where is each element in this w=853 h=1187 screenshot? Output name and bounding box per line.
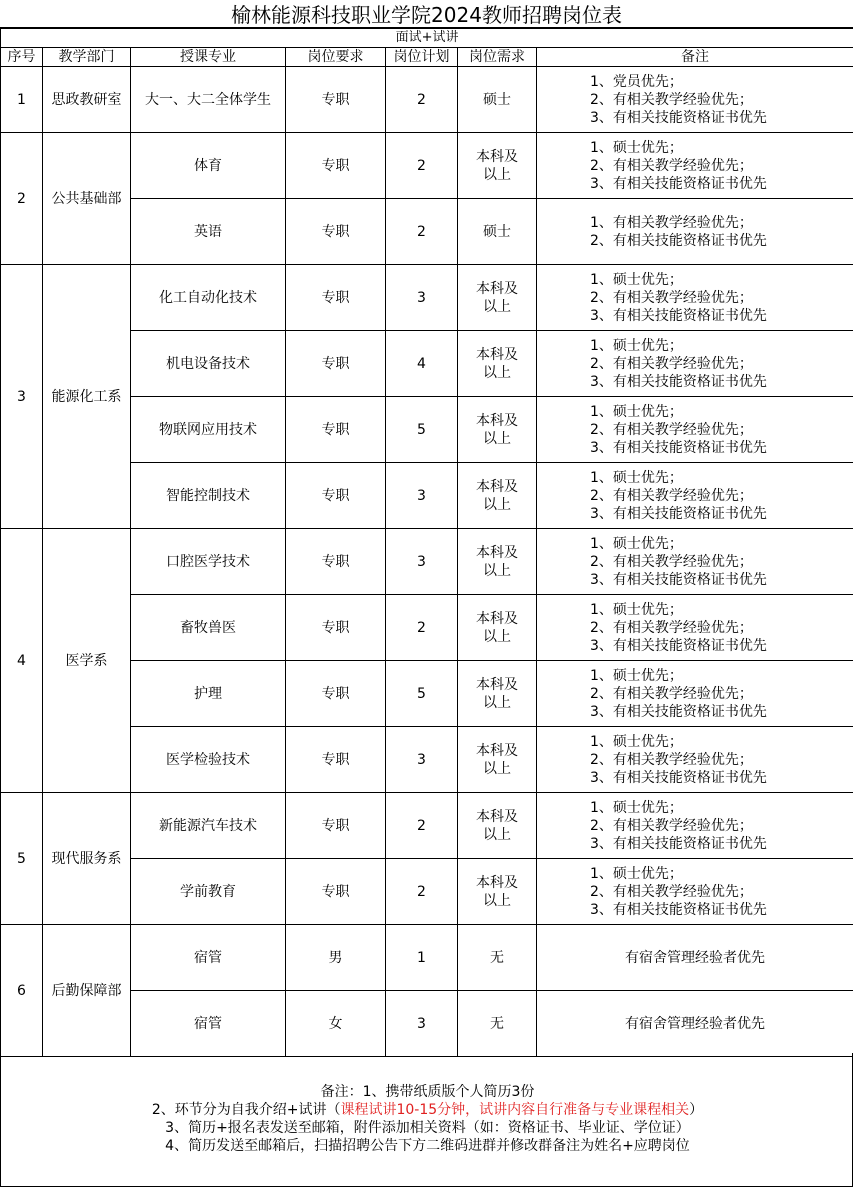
plan-count: 2	[386, 859, 458, 925]
major: 体育	[131, 133, 286, 199]
requirement: 专职	[286, 727, 386, 793]
department: 思政教研室	[43, 67, 131, 133]
remark-line: 2、有相关教学经验优先；	[590, 619, 753, 636]
remark-line: 1、有相关教学经验优先；	[590, 214, 753, 231]
remark-line: 2、有相关教学经验优先；	[590, 751, 753, 768]
plan-count: 3	[386, 463, 458, 529]
requirement: 专职	[286, 67, 386, 133]
plan-count: 4	[386, 331, 458, 397]
remark-line: 有宿舍管理经验者优先	[625, 949, 766, 966]
remark-line: 2、有相关教学经验优先；	[590, 553, 753, 570]
education-need: 硕士	[458, 199, 537, 265]
plan-count: 2	[386, 793, 458, 859]
footer-line-3: 3、简历+报名表发送至邮箱，附件添加相关资料（如：资格证书、毕业证、学位证）	[165, 1120, 690, 1136]
major: 智能控制技术	[131, 463, 286, 529]
department: 后勤保障部	[43, 925, 131, 1057]
remarks	[537, 793, 853, 859]
header-cell: 岗位要求	[286, 48, 386, 67]
remark-line: 1、硕士优先；	[590, 667, 683, 684]
remark-line: 2、有相关教学经验优先；	[590, 157, 753, 174]
plan-count: 2	[386, 133, 458, 199]
remark-line: 3、有相关技能资格证书优先	[590, 439, 767, 456]
table-row	[1, 793, 853, 859]
remark-line: 2、有相关教学经验优先；	[590, 817, 753, 834]
requirement: 专职	[286, 331, 386, 397]
footer-notes	[0, 1053, 853, 1187]
header-cell: 岗位需求	[458, 48, 537, 67]
education-need: 本科及以上	[458, 529, 537, 595]
department: 能源化工系	[43, 265, 131, 529]
remarks	[537, 529, 853, 595]
requirement: 专职	[286, 397, 386, 463]
requirement: 专职	[286, 265, 386, 331]
table-row	[1, 265, 853, 331]
remarks	[537, 991, 853, 1057]
major: 口腔医学技术	[131, 529, 286, 595]
remark-line: 3、有相关技能资格证书优先	[590, 703, 767, 720]
major: 机电设备技术	[131, 331, 286, 397]
plan-count: 2	[386, 67, 458, 133]
remark-line: 3、有相关技能资格证书优先	[590, 901, 767, 918]
education-need: 本科及以上	[458, 859, 537, 925]
remark-line: 3、有相关技能资格证书优先	[590, 571, 767, 588]
remark-line: 1、硕士优先；	[590, 601, 683, 618]
row-number: 1	[1, 67, 43, 133]
education-need: 本科及以上	[458, 661, 537, 727]
subtitle-row	[1, 29, 853, 48]
remark-line: 3、有相关技能资格证书优先	[590, 637, 767, 654]
education-need: 本科及以上	[458, 463, 537, 529]
remark-line: 1、硕士优先；	[590, 271, 683, 288]
requirement: 专职	[286, 595, 386, 661]
requirement: 专职	[286, 463, 386, 529]
education-need: 本科及以上	[458, 793, 537, 859]
remark-line: 3、有相关技能资格证书优先	[590, 505, 767, 522]
plan-count: 1	[386, 925, 458, 991]
remark-line: 2、有相关教学经验优先；	[590, 355, 753, 372]
remark-line: 1、硕士优先；	[590, 733, 683, 750]
education-need: 硕士	[458, 67, 537, 133]
remark-line: 3、有相关技能资格证书优先	[590, 373, 767, 390]
major: 护理	[131, 661, 286, 727]
header-row	[1, 48, 853, 67]
education-need: 本科及以上	[458, 727, 537, 793]
requirement: 男	[286, 925, 386, 991]
major: 畜牧兽医	[131, 595, 286, 661]
plan-count: 5	[386, 661, 458, 727]
remarks	[537, 859, 853, 925]
education-need: 本科及以上	[458, 331, 537, 397]
education-need: 本科及以上	[458, 265, 537, 331]
remarks	[537, 199, 853, 265]
remark-line: 1、硕士优先；	[590, 469, 683, 486]
remark-line: 2、有相关教学经验优先；	[590, 685, 753, 702]
plan-count: 3	[386, 265, 458, 331]
remark-line: 2、有相关教学经验优先；	[590, 487, 753, 504]
remark-line: 3、有相关技能资格证书优先	[590, 769, 767, 786]
remark-line: 1、硕士优先；	[590, 403, 683, 420]
remark-line: 3、有相关技能资格证书优先	[590, 175, 767, 192]
plan-count: 3	[386, 727, 458, 793]
remark-line: 2、有相关教学经验优先；	[590, 91, 753, 108]
header-cell: 岗位计划	[386, 48, 458, 67]
remarks	[537, 463, 853, 529]
header-cell: 备注	[537, 48, 853, 67]
education-need: 无	[458, 925, 537, 991]
requirement: 专职	[286, 661, 386, 727]
remarks	[537, 595, 853, 661]
remark-line: 3、有相关技能资格证书优先	[590, 307, 767, 324]
remark-line: 1、硕士优先；	[590, 799, 683, 816]
footer-line-2: 2、环节分为自我介绍+试讲（课程试讲10-15分钟，试讲内容自行准备与专业课程相关）	[151, 1102, 704, 1118]
plan-count: 3	[386, 529, 458, 595]
positions-table	[0, 28, 853, 1057]
major: 学前教育	[131, 859, 286, 925]
table-row	[1, 529, 853, 595]
requirement: 专职	[286, 859, 386, 925]
row-number: 4	[1, 529, 43, 793]
row-number: 3	[1, 265, 43, 529]
remark-line: 3、有相关技能资格证书优先	[590, 109, 767, 126]
education-need: 本科及以上	[458, 133, 537, 199]
remarks	[537, 397, 853, 463]
requirement: 专职	[286, 133, 386, 199]
footer-line-4: 4、简历发送至邮箱后，扫描招聘公告下方二维码进群并修改群备注为姓名+应聘岗位	[165, 1138, 690, 1154]
remark-line: 2、有相关教学经验优先；	[590, 883, 753, 900]
header-cell: 教学部门	[43, 48, 131, 67]
department: 公共基础部	[43, 133, 131, 265]
remark-line: 1、硕士优先；	[590, 337, 683, 354]
remarks	[537, 661, 853, 727]
remarks	[537, 265, 853, 331]
education-need: 无	[458, 991, 537, 1057]
remark-line: 2、有相关教学经验优先；	[590, 421, 753, 438]
major: 化工自动化技术	[131, 265, 286, 331]
remarks	[537, 331, 853, 397]
footer-line-1: 备注：1、携带纸质版个人简历3份	[320, 1084, 535, 1100]
requirement: 专职	[286, 199, 386, 265]
plan-count: 3	[386, 991, 458, 1057]
row-number: 5	[1, 793, 43, 925]
remarks	[537, 925, 853, 991]
subtitle: 面试+试讲	[1, 29, 853, 48]
header-cell: 序号	[1, 48, 43, 67]
department: 医学系	[43, 529, 131, 793]
requirement: 专职	[286, 793, 386, 859]
major: 宿管	[131, 991, 286, 1057]
major: 新能源汽车技术	[131, 793, 286, 859]
plan-count: 2	[386, 595, 458, 661]
remark-line: 2、有相关技能资格证书优先	[590, 232, 767, 249]
major: 医学检验技术	[131, 727, 286, 793]
remark-line: 有宿舍管理经验者优先	[625, 1015, 766, 1032]
requirement: 女	[286, 991, 386, 1057]
remarks	[537, 67, 853, 133]
major: 宿管	[131, 925, 286, 991]
remark-line: 1、硕士优先；	[590, 865, 683, 882]
row-number: 6	[1, 925, 43, 1057]
remarks	[537, 133, 853, 199]
table-row	[1, 67, 853, 133]
remark-line: 3、有相关技能资格证书优先	[590, 835, 767, 852]
remarks	[537, 727, 853, 793]
row-number: 2	[1, 133, 43, 265]
major: 大一、大二全体学生	[131, 67, 286, 133]
remark-line: 2、有相关教学经验优先；	[590, 289, 753, 306]
education-need: 本科及以上	[458, 595, 537, 661]
header-cell: 授课专业	[131, 48, 286, 67]
requirement: 专职	[286, 529, 386, 595]
remark-line: 1、硕士优先；	[590, 139, 683, 156]
table-row	[1, 925, 853, 991]
education-need: 本科及以上	[458, 397, 537, 463]
plan-count: 5	[386, 397, 458, 463]
major: 物联网应用技术	[131, 397, 286, 463]
plan-count: 2	[386, 199, 458, 265]
department: 现代服务系	[43, 793, 131, 925]
remark-line: 1、党员优先；	[590, 73, 683, 90]
page-title: 榆林能源科技职业学院2024教师招聘岗位表	[0, 0, 853, 28]
major: 英语	[131, 199, 286, 265]
table-row	[1, 133, 853, 199]
remark-line: 1、硕士优先；	[590, 535, 683, 552]
